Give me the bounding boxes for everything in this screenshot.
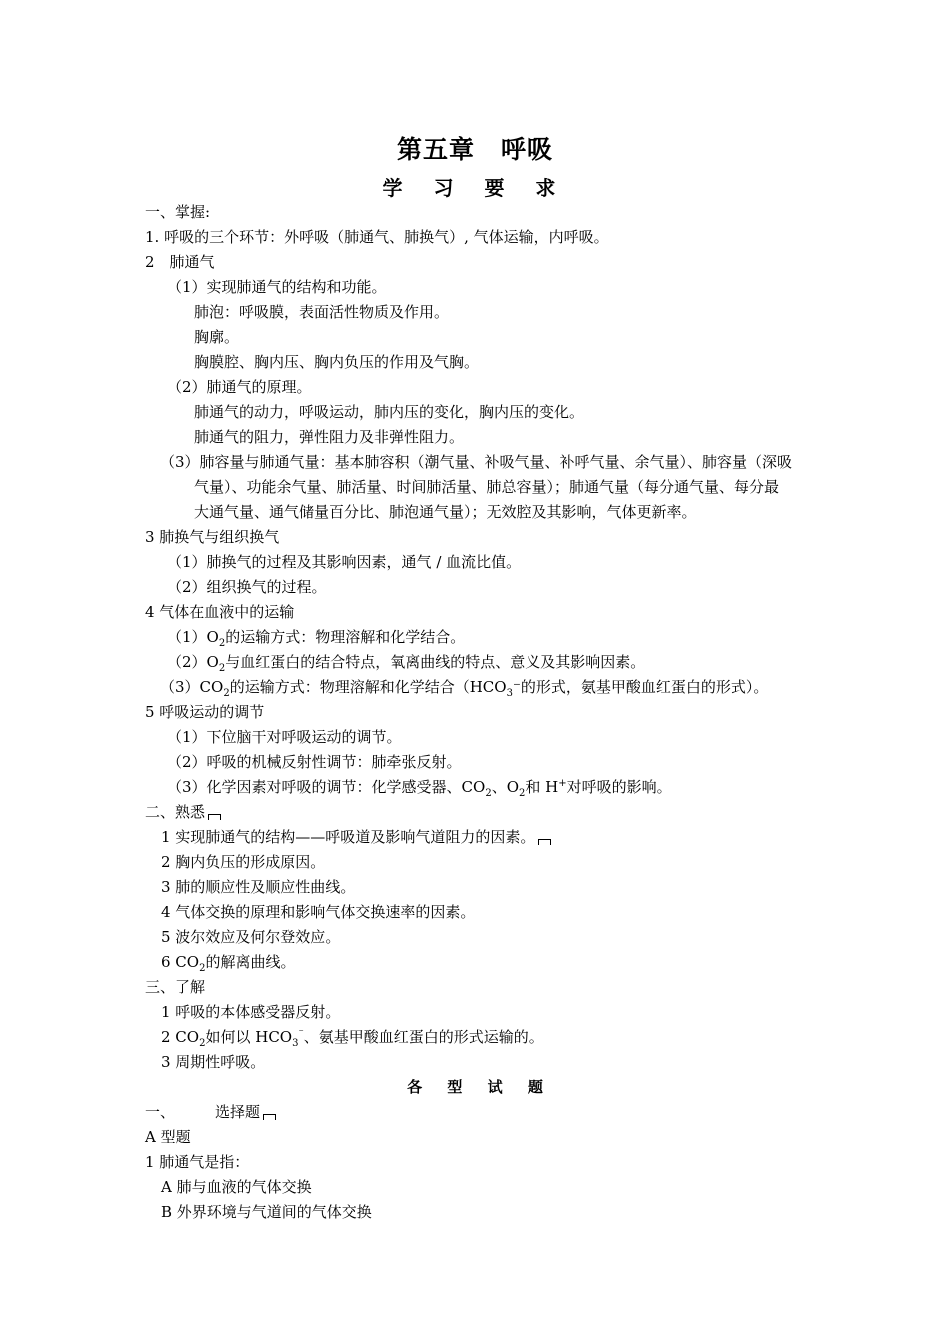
text-line: 3 肺换气与组织换气 (145, 528, 280, 546)
exam-heading: 各 型 试 题 (407, 1078, 553, 1096)
text-line: （1）肺换气的过程及其影响因素，通气 / 血流比值。 (167, 553, 522, 571)
text-line: $(1)O_2$的运输方式：物理溶解和化学结合。 (167, 628, 466, 649)
text-line: 4 气体在血液中的运输 (145, 603, 295, 621)
text-line: 3 周期性呼吸。 (161, 1053, 266, 1071)
text-line: 1. 呼吸的三个环节：外呼吸（肺通气、肺换气）, 气体运输，内呼吸。 (145, 228, 609, 246)
text-line: （2）组织换气的过程。 (167, 578, 327, 596)
exam-question: 1 肺通气是指： (145, 1153, 250, 1171)
answer-option: A 肺与血液的气体交换 (161, 1178, 312, 1196)
text-line: （3）肺容量与肺通气量：基本肺容积（潮气量、补吸气量、补呼气量、余气量）、肺容量（深吸 (160, 453, 793, 471)
text-line: 1 实现肺通气的结构——呼吸道及影响气道阻力的因素。 (145, 825, 815, 850)
section-subtitle: 学 习 要 求 (382, 176, 568, 200)
text-line: 肺通气的动力，呼吸运动，肺内压的变化，胸内压的变化。 (194, 403, 585, 421)
text-line: 2 胸内负压的形成原因。 (161, 853, 326, 871)
text-line: （2）肺通气的原理。 (167, 378, 312, 396)
edit-mark-icon (263, 1114, 276, 1120)
text-line: 5 波尔效应及何尔登效应。 (161, 928, 341, 946)
text-line: 2 肺通气 (145, 253, 215, 271)
text-line: 5 呼吸运动的调节 (145, 703, 265, 721)
text-line: 胸廓。 (194, 328, 240, 346)
chapter-name: 呼吸 (501, 135, 554, 164)
text-line: 6 $CO_2$的解离曲线。 (161, 953, 296, 974)
heading-familiar: 二、熟悉 (145, 800, 815, 825)
text-line: 2 $CO_2$如何以 $HCO_3^{^-}$、氨基甲酸血红蛋白的形式运输的。 (161, 1028, 544, 1049)
text-line: 1 呼吸的本体感受器反射。 (161, 1003, 341, 1021)
heading-master: 一、掌握: (145, 203, 211, 221)
chapter-number: 第五章 (396, 135, 475, 164)
text-line: 3 肺的顺应性及顺应性曲线。 (161, 878, 356, 896)
text-line: 肺泡：呼吸膜，表面活性物质及作用。 (194, 303, 450, 321)
text-line: 气量）、功能余气量、肺活量、时间肺活量、肺总容量）；肺通气量（每分通气量、每分最 (194, 478, 780, 496)
exam-section: 一、 选择题 (145, 1100, 815, 1125)
text-line: （2）呼吸的机械反射性调节：肺牵张反射。 (167, 753, 462, 771)
text-line: 胸膜腔、胸内压、胸内负压的作用及气胸。 (194, 353, 480, 371)
text-line: 4 气体交换的原理和影响气体交换速率的因素。 (161, 903, 476, 921)
document-body (145, 200, 815, 1225)
text-line: 肺通气的阻力，弹性阻力及非弹性阻力。 (194, 428, 465, 446)
edit-mark-icon (208, 814, 221, 820)
text-line: （1）下位脑干对呼吸运动的调节。 (167, 728, 402, 746)
heading-understand: 三、了解 (145, 978, 206, 996)
text-line: $(2)O_2$与血红蛋白的结合特点，氧离曲线的特点、意义及其影响因素。 (167, 653, 646, 674)
text-line: $(3)CO_2$的运输方式：物理溶解和化学结合（$HCO_3^-$的形式，氨基甲酸血红蛋白的形式）。 (160, 678, 769, 699)
text-line: 大通气量、通气储量百分比、肺泡通气量）；无效腔及其影响，气体更新率。 (194, 503, 697, 521)
edit-mark-icon (538, 839, 551, 845)
answer-option: B 外界环境与气道间的气体交换 (161, 1203, 372, 1221)
text-line: （1）实现肺通气的结构和功能。 (167, 278, 387, 296)
text-line: （3）化学因素对呼吸的调节：化学感受器、$CO_2$、$O_2$和 H+对呼吸的影响。 (167, 778, 672, 799)
chapter-title (0, 130, 950, 166)
exam-type: A 型题 (145, 1128, 191, 1146)
